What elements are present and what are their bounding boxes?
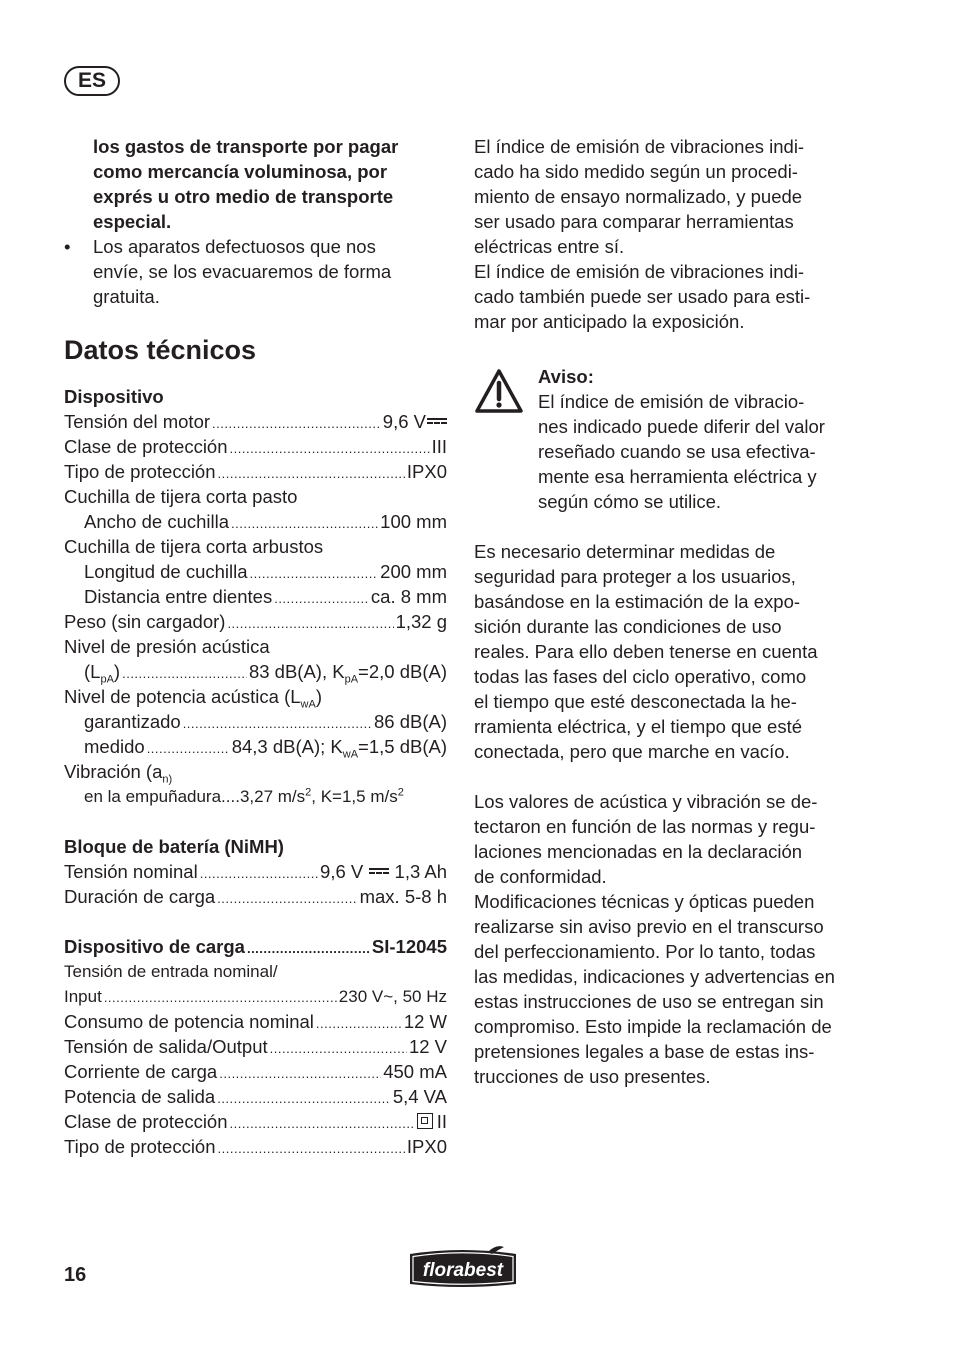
spec-row-blade-length: Longitud de cuchilla ..... 200 mm: [64, 559, 447, 584]
spec-row-output-power: Potencia de salida ..... 5,4 VA: [64, 1084, 447, 1109]
left-column: [64, 134, 447, 1159]
charger-title: Dispositivo de carga ..... SI-12045: [64, 934, 447, 959]
bullet-item: • Los aparatos defectuosos que nos envíe, se los evacuaremos de forma gratuita.: [64, 236, 392, 307]
sound-power-title: Nivel de potencia acústica $(L_{wA})$: [64, 686, 322, 711]
warning-block: Aviso: El índice de emisión de vibracio- nes indicado puede diferir del valor reseñado cuando se usa efectiva- mente esa herramienta eléctrica y según cómo se utilice.: [474, 364, 859, 514]
spec-row-measured: medido ..... 84,3 dB(A); $K_{wA}=1,5$ dB(A): [64, 734, 447, 759]
dc-current-icon: [427, 417, 447, 425]
spec-row-charge-time: Duración de carga ..... max. 5-8 h: [64, 884, 447, 909]
bullet-mark: •: [64, 236, 71, 257]
safety-paragraph: Es necesario determinar medidas de seguridad para proteger a los usuarios, basándose en la estimación de la expo- sición durante las condiciones de uso reales. Para ello deben tenerse en cuenta todas las fases del ciclo operativo, como el tiempo que esté desconectada la he- rramienta eléctrica, y el tiempo que esté conectada, pero que marche en vacío.: [474, 541, 818, 762]
dc-current-icon: [369, 867, 389, 875]
sound-pressure-title: Nivel de presión acústica: [64, 636, 270, 657]
spec-row-teeth-distance: Distancia entre dientes ..... ca. 8 mm: [64, 584, 447, 609]
charger-input-title: Tensión de entrada nominal/: [64, 962, 278, 981]
device-title: Dispositivo: [64, 386, 164, 407]
spec-row-weight: Peso (sin cargador) ..... 1,32 g: [64, 609, 447, 634]
spec-row-charger-class: Clase de protección ..... II: [64, 1109, 447, 1134]
protection-class-ii-icon: [417, 1113, 433, 1129]
spec-row-protection-type: Tipo de protección ..... IPX0: [64, 459, 447, 484]
spec-row-guaranteed: garantizado ..... 86 dB(A): [64, 709, 447, 734]
page-number: 16: [64, 1264, 87, 1286]
shrub-blade-title: Cuchilla de tijera corta arbustos: [64, 536, 324, 557]
intro-bold-text: los gastos de transporte por pagar como mercancía voluminosa, por exprés u otro medio de transporte especial.: [93, 136, 399, 232]
spec-row-handle-vibration: en la empuñadura....3,27 $m/s^2$, K=1,5 $m/s^2$: [84, 786, 404, 806]
spec-row-current: Corriente de carga ..... 450 mA: [64, 1059, 447, 1084]
warning-triangle-icon: [474, 368, 524, 414]
warning-title: Aviso:: [538, 366, 594, 387]
right-column: [474, 134, 859, 1089]
vibration-title: Vibración ($a_{n)}$: [64, 761, 173, 786]
florabest-logo: [404, 1244, 522, 1290]
svg-text:florabest: florabest: [422, 1260, 504, 1281]
spec-row-battery-voltage: Tensión nominal ..... 9,6 V 1,3 Ah: [64, 859, 447, 884]
spec-row-consumption: Consumo de potencia nominal ..... 12 W: [64, 1009, 447, 1034]
language-badge: ES: [64, 66, 120, 96]
conformity-paragraph: Los valores de acústica y vibración se de- tectaron en función de las normas y regu- laciones mencionadas en la declaración de conformidad. Modificaciones técnicas y ópticas pueden realizarse sin aviso previo en el transcurso del perfeccionamiento. Por lo tanto, todas las medidas, indicaciones y advertencias en estas instrucciones de uso se entregan sin compromiso. Esto impide la reclamación de pretensiones legales a base de estas ins- trucciones de uso presentes.: [474, 791, 835, 1087]
spec-row-charger-type: Tipo de protección ..... IPX0: [64, 1134, 447, 1159]
spec-row-output: Tensión de salida/Output ..... 12 V: [64, 1034, 447, 1059]
battery-title: Bloque de batería (NiMH): [64, 836, 284, 857]
spec-row-protection-class: Clase de protección ..... III: [64, 434, 447, 459]
section-heading: Datos técnicos: [64, 335, 257, 365]
spec-row-motor: Tensión del motor ..... 9,6 V: [64, 409, 447, 434]
vibration-paragraph: El índice de emisión de vibraciones indi- cado ha sido medido según un procedi- miento de ensayo normalizado, y puede ser usado para comparar herramientas eléctricas entre sí. El índice de emisión de vibraciones indi- cado también puede ser usado para esti- mar por anticipado la exposición.: [474, 136, 811, 332]
spec-row-blade-width: Ancho de cuchilla ..... 100 mm: [64, 509, 447, 534]
spec-row-input: Input ..... 230 V~, 50 Hz: [64, 984, 447, 1009]
grass-blade-title: Cuchilla de tijera corta pasto: [64, 486, 298, 507]
spec-row-lpa: $(L_{pA})$ ..... 83 dB(A), $K_{pA}=2,0$ dB(A): [64, 659, 447, 684]
